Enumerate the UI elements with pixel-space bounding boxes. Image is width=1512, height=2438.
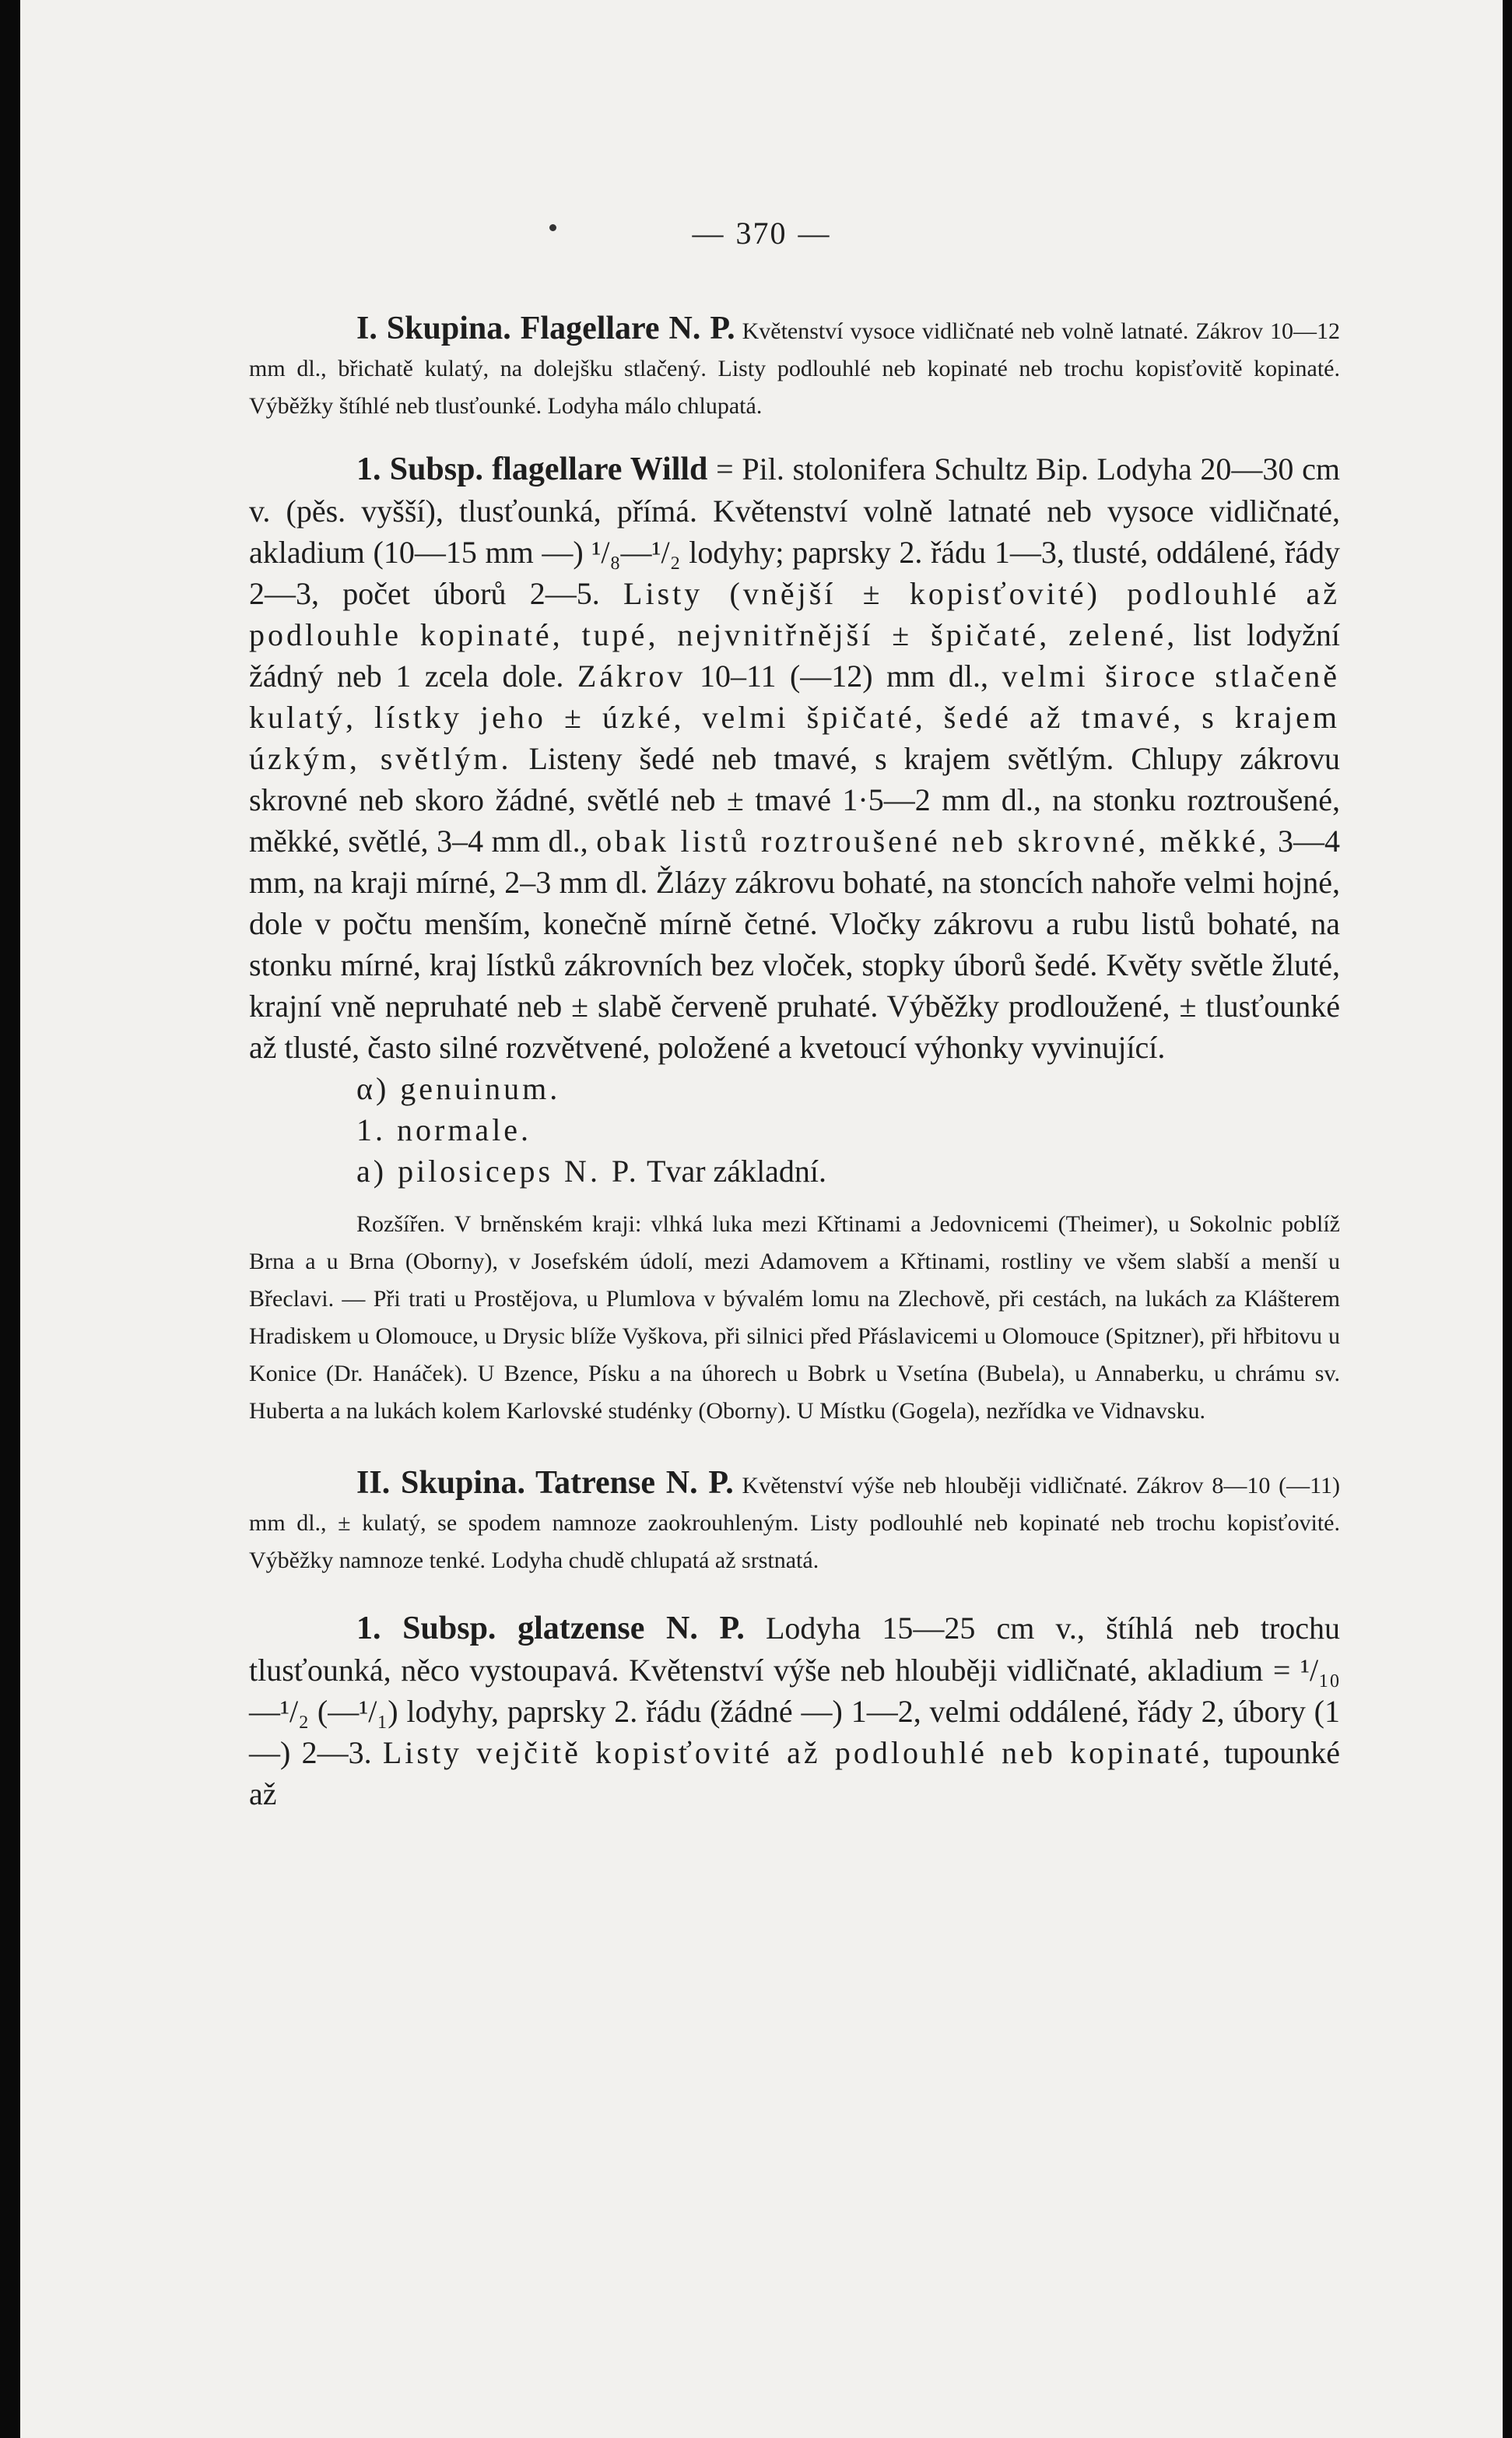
variety-pilosiceps — [356, 1150, 1340, 1192]
group-1-description — [249, 310, 1340, 425]
scan-edge-right — [1503, 0, 1512, 2438]
group-2-heading: II. Skupina. Tatrense N. P. — [356, 1465, 734, 1501]
subsp-1-stem-leaf: list lodyžní žádný neb 1 zcela dole. — [249, 617, 1341, 694]
subsp-1-text: = Pil. stolonifera Schultz Bip. Lodyha 20—30 cm v. (pěs. vyšší), tlusťounká, přímá. Květenství volně latnaté neb vysoce vidličnaté, akladium (10—15 mm —) ¹/₈—¹/₂ lodyhy; paprsky 2. řádu 1—3, tlusté, oddálené, řády 2—3, počet úborů 2—5. — [249, 451, 1341, 611]
subsp-1-glands-flowers: 3—4 mm, na kraji mírné, 2–3 mm dl. Žlázy zákrovu bohaté, na stoncích nahoře velmi hojné, dole v počtu menším, konečně mírně četné. Vločky zákrovu a rubu listů bohaté, na stonku mírné, kraj lístků zákrovních bez vloček, stopky úborů šedé. Květy světle žluté, krajní vně nepruhaté neb ± slabě červeně pruhaté. Výběžky prodloužené, ± tlusťounké až tlusté, často silné rozvětvené, položené a kvetoucí výhonky vyvinující. — [249, 824, 1341, 1065]
distribution — [249, 1206, 1340, 1430]
group-2-text: Květenství výše neb hlouběji vidličnaté. Zákrov 8—10 (—11) mm dl., ± kulatý, se spodem namnoze zaokrouhleným. Listy podlouhlé neb kopinaté neb trochu kopisťovité. Výběžky namnoze tenké. Lodyha chudě chlupatá až srstnatá. — [249, 1473, 1340, 1573]
subsp-1-hairs: Listeny šedé neb tmavé, s krajem světlým. Chlupy zákrovu skrovné neb skoro žádné, světlé neb ± tmavé 1·5—2 mm dl., na stonku roztroušené, měkké, světlé, 3–4 mm dl., — [249, 741, 1341, 859]
subsp-1-heading: 1. Subsp. flagellare Willd — [356, 451, 708, 487]
page-number-value: 370 — [735, 216, 788, 251]
variety-normale-label: 1. normale. — [356, 1112, 532, 1147]
variety-genuinum-label: α) genuinum. — [356, 1071, 561, 1106]
group-2-description — [249, 1464, 1340, 1579]
page-number — [20, 215, 1503, 251]
group-1-heading: I. Skupina. Flagellare N. P. — [356, 311, 735, 346]
variety-pilosiceps-text: Tvar základní. — [647, 1154, 827, 1189]
variety-genuinum — [356, 1068, 1340, 1109]
subsp-1-involucre-spaced: velmi široce stlačeně kulatý, lístky jeho ± úzké, velmi špičaté, šedé až tmavé, s krajem úzkým, světlým. — [249, 659, 1341, 776]
subsp-1-involucre-label: Zákrov — [577, 659, 686, 694]
subsp-2-heading: 1. Subsp. glatzense N. P. — [356, 1611, 745, 1646]
subsp-1-involucre-size: 10–11 (—12) mm dl., — [699, 659, 989, 694]
distribution-text: Rozšířen. V brněnském kraji: vlhká luka mezi Křtinami a Jedovnicemi (Theimer), u Sokolnic poblíž Brna a u Brna (Oborny), v Josefském údolí, mezi Adamovem a Křtinami, rostliny ve všem slabší a menší u Břeclavi. — Při trati u Prostějova, u Plumlova v bývalém lomu na Zlechově, při cestách, na lukách za Klášterem Hradiskem u Olomouce, u Drysic blíže Vyškova, při silnici před Přáslavicemi u Olomouce (Spitzner), při hřbitovu u Konice (Dr. Hanáček). U Bzence, Písku a na úhorech u Bobrk u Vsetína (Bubela), u Annaberku, u chrámu sv. Huberta a na lukách kolem Karlovské studénky (Oborny). U Místku (Gogela), nezřídka ve Vidnavsku. — [249, 1211, 1340, 1424]
text-body — [249, 310, 1340, 1814]
subsp-1-leaves-spaced: Listy (vnější ± kopisťovité) podlouhlé až podlouhle kopinaté, tupé, nejvnitřnější ± špičaté, zelené, — [249, 576, 1341, 652]
subsp-1-leaf-hairs-spaced: obak listů roztroušené neb skrovné, měkké, — [596, 824, 1270, 859]
subsp-2-description — [249, 1607, 1340, 1814]
subsp-2-leaves-spaced: Listy vejčitě kopisťovité až podlouhlé neb kopinaté, — [382, 1735, 1213, 1770]
subsp-1-description — [249, 448, 1340, 1068]
page-number-dash-right: — — [798, 216, 831, 251]
scan-edge-left — [0, 0, 20, 2438]
subsp-2-text-end: tupounké až — [249, 1735, 1340, 1811]
subsp-2-text: Lodyha 15—25 cm v., štíhlá neb trochu tlusťounká, něco vystoupavá. Květenství výše neb hlouběji vidličnaté, akladium = ¹/₁₀—¹/₂ (—¹/₁) lodyhy, paprsky 2. řádu (žádné —) 1—2, velmi oddálené, řády 2, úbory (1—) 2—3. — [249, 1611, 1341, 1770]
page-number-dash-left: — — [692, 216, 725, 251]
variety-pilosiceps-label: a) pilosiceps N. P. — [356, 1154, 640, 1189]
page — [20, 0, 1503, 2438]
group-1-text: Květenství vysoce vidličnaté neb volně latnaté. Zákrov 10—12 mm dl., břichatě kulatý, na dolejšku stlačený. Listy podlouhlé neb kopinaté neb trochu kopisťovitě kopinaté. Výběžky štíhlé neb tlusťounké. Lodyha málo chlupatá. — [249, 318, 1340, 419]
variety-normale — [356, 1109, 1340, 1150]
